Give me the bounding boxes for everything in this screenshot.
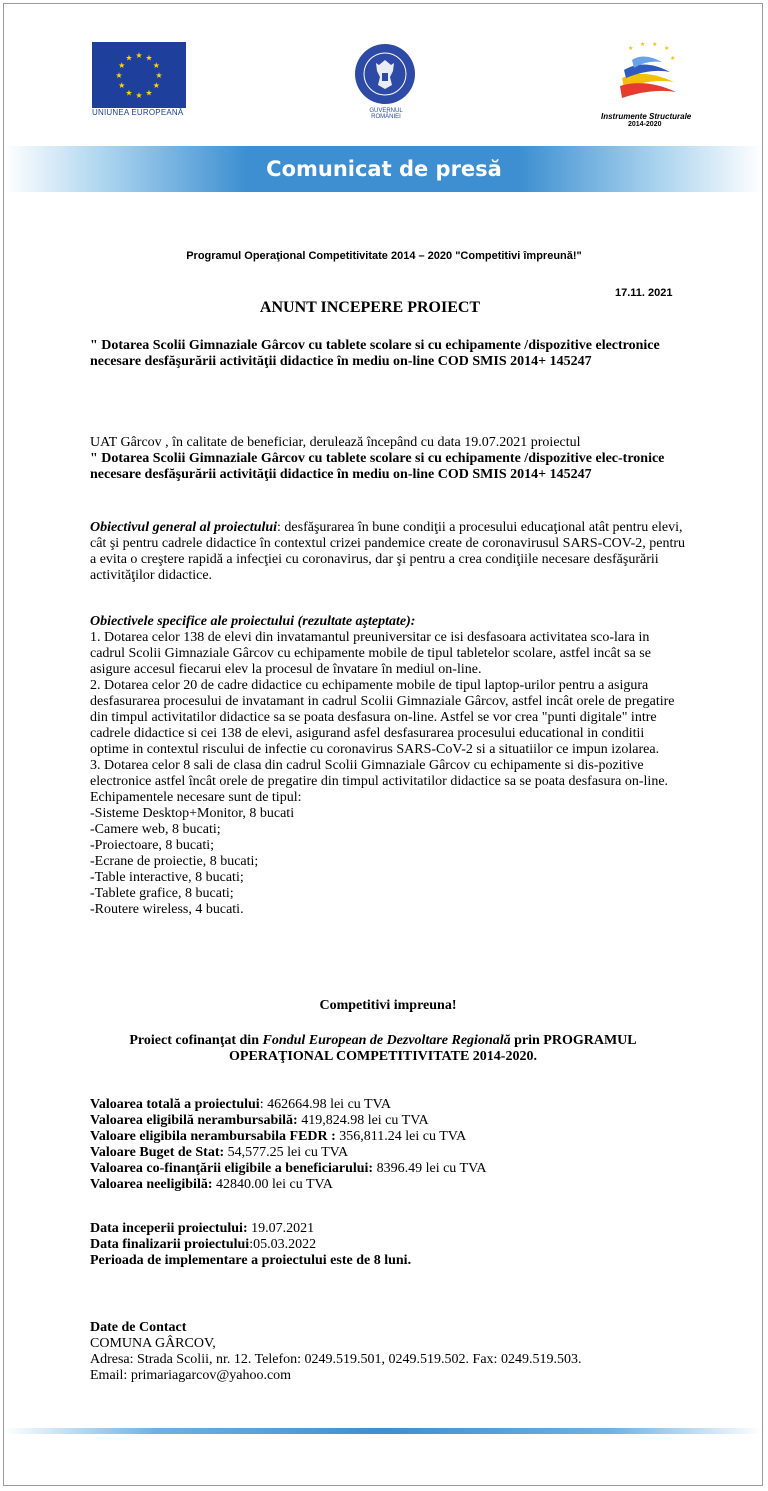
objective-item-2: 2. Dotarea celor 20 de cadre didactice cu echipamente mobile de tipul laptop-urilor pentru a asigura desfasurarea procesului de invatamant in cadrul Scolii Gimnaziale Gârcov, astfel incât orele de pregatire din timpul activitatilor didactice sa se poata desfasura on-line. Astfel se vor crea "punti digitale" intre cadrele didactice si cei 138 de elevi, asigurand asfel desfasurarea procesului educational in conditii optime in contextul riscului de infectie cu coronavirus SARS-CoV-2 si a situatiilor ce impun izolarea. <box>90 678 675 757</box>
value-amount: 54,577.25 lei cu TVA <box>224 1145 349 1160</box>
value-row <box>90 1113 686 1129</box>
program-name: Programul Operaţional Competitivitate 2014 – 2020 "Competitivi împreună!" <box>186 250 582 262</box>
general-objective-label: Obiectivul general al proiectului <box>90 520 278 535</box>
structural-instruments-logo <box>614 38 684 108</box>
general-objective <box>90 520 686 584</box>
eu-logo-label: UNIUNEA EUROPEANĂ <box>92 108 184 117</box>
government-seal-logo <box>354 43 416 105</box>
cofinance-post: prin PROGRAMUL OPERAŢIONAL COMPETITIVITATE 2014-2020. <box>229 1033 637 1064</box>
project-dates <box>90 1221 686 1269</box>
eu-star-icon: ★ <box>125 88 133 98</box>
value-amount: 419,824.98 lei cu TVA <box>297 1113 429 1128</box>
structural-instruments-label: Instrumente Structurale <box>601 112 692 121</box>
eu-star-icon: ★ <box>155 71 163 80</box>
value-row <box>90 1177 686 1193</box>
eu-star-icon: ★ <box>145 53 153 63</box>
eu-star-icon: ★ <box>152 61 160 70</box>
end-date-label: Data finalizarii proiectului <box>90 1237 250 1252</box>
cofinance-statement <box>100 1033 666 1065</box>
eu-star-icon: ★ <box>115 71 123 80</box>
equipment-item: -Sisteme Desktop+Monitor, 8 bucati <box>90 806 295 821</box>
cofinance-pre: Proiect cofinanţat din <box>129 1033 263 1048</box>
value-label: Valoare Buget de Stat: <box>90 1145 225 1160</box>
equipment-item: -Ecrane de proiectie, 8 bucati; <box>90 854 259 869</box>
eu-star-icon: ★ <box>135 91 143 100</box>
eu-star-icon: ★ <box>125 53 133 63</box>
release-date: 17.11. 2021 <box>615 287 673 299</box>
eu-flag-logo <box>92 42 186 108</box>
objective-item-3: 3. Dotarea celor 8 sali de clasa din cadrul Scolii Gimnaziale Gârcov cu echipamente si dis-pozitive electronice astfel încât orele de pregatire din timpul activitatilor didactice sa se poata desfasura on-line. Echipamentele necesare sunt de tipul: <box>90 758 669 805</box>
equipment-item: -Routere wireless, 4 bucati. <box>90 902 244 917</box>
intro-project-title: " Dotarea Scolii Gimnaziale Gârcov cu tablete scolare si cu echipamente /dispozitive elec-tronice necesare desfăşurării activităţii didactice în mediu on-line COD SMIS 2014+ 145247 <box>90 451 665 482</box>
eu-star-icon: ★ <box>145 88 153 98</box>
svg-text:★: ★ <box>640 42 646 48</box>
eu-star-icon: ★ <box>118 61 126 70</box>
svg-text:★: ★ <box>664 46 670 52</box>
value-amount: 356,811.24 lei cu TVA <box>335 1129 467 1144</box>
contact-heading: Date de Contact <box>90 1320 187 1335</box>
value-row <box>90 1145 686 1161</box>
value-label: Valoarea eligibilă nerambursabilă: <box>90 1113 298 1128</box>
value-amount: : 462664.98 lei cu TVA <box>259 1097 391 1112</box>
structural-instruments-years: 2014-2020 <box>628 121 662 128</box>
equipment-item: -Tablete grafice, 8 bucati; <box>90 886 234 901</box>
value-row <box>90 1161 686 1177</box>
project-title: " Dotarea Scolii Gimnaziale Gârcov cu tablete scolare si cu echipamente /dispozitive electronice necesare desfăşurării activităţii didactice în mediu on-line COD SMIS 2014+ 145247 <box>90 338 660 369</box>
intro-paragraph <box>90 435 686 483</box>
end-date-value: :05.03.2022 <box>249 1237 317 1252</box>
value-label: Valoarea neeligibilă: <box>90 1177 213 1192</box>
start-date-label: Data inceperii proiectului: <box>90 1221 248 1236</box>
page-title: ANUNT INCEPERE PROIECT <box>259 299 481 316</box>
svg-text:★: ★ <box>628 46 634 52</box>
implementation-period: Perioada de implementare a proiectului este de 8 luni. <box>90 1253 412 1268</box>
value-label: Valoare eligibila nerambursabila FEDR : <box>90 1129 336 1144</box>
slogan: Competitivi impreuna! <box>319 998 457 1013</box>
svg-text:★: ★ <box>670 56 676 62</box>
equipment-item: -Proiectoare, 8 bucati; <box>90 838 215 853</box>
contact-section <box>90 1320 710 1384</box>
eu-star-icon: ★ <box>135 51 143 60</box>
equipment-item: -Table interactive, 8 bucati; <box>90 870 244 885</box>
value-amount: 8396.49 lei cu TVA <box>373 1161 487 1176</box>
contact-email[interactable]: Email: primariagarcov@yahoo.com <box>90 1368 292 1383</box>
equipment-item: -Camere web, 8 bucati; <box>90 822 221 837</box>
objective-item-1: 1. Dotarea celor 138 de elevi din invatamantul preuniversitar ce isi desfasoara activitatea sco-lara in cadrul Scolii Gimnaziale Gârcov cu echipamente mobile de tipul tabletelor scolare, astfel incât sa se asigure accesul fiecarui elev la procesul de învatare în mediul on-line. <box>90 630 651 677</box>
value-label: Valoarea co-finanţării eligibile a beneficiarului: <box>90 1161 374 1176</box>
value-row <box>90 1129 686 1145</box>
svg-text:★: ★ <box>652 42 658 48</box>
start-date-value: 19.07.2021 <box>247 1221 315 1236</box>
government-seal-text: GUVERNUL ROMÂNIEI <box>369 108 403 120</box>
footer-divider <box>4 1428 762 1434</box>
cofinance-fund: Fondul European de Dezvoltare Regională <box>262 1033 511 1048</box>
contact-name: COMUNA GÂRCOV, <box>90 1336 216 1351</box>
value-amount: 42840.00 lei cu TVA <box>212 1177 333 1192</box>
specific-objectives <box>90 614 686 918</box>
project-values <box>90 1097 686 1193</box>
eu-star-icon: ★ <box>152 81 160 90</box>
value-row <box>90 1097 686 1113</box>
banner-title: Comunicat de presă <box>266 157 502 181</box>
contact-address: Adresa: Strada Scolii, nr. 12. Telefon: 0249.519.501, 0249.519.502. Fax: 0249.519.503. <box>90 1352 582 1367</box>
intro-line: UAT Gârcov , în calitate de beneficiar, derulează începând cu data 19.07.2021 proiectul <box>90 435 581 450</box>
specific-objectives-label: Obiectivele specifice ale proiectului (rezultate aşteptate): <box>90 614 416 629</box>
eu-star-icon: ★ <box>118 81 126 90</box>
value-label: Valoarea totală a proiectului <box>90 1097 260 1112</box>
general-objective-text: : desfăşurarea în bune condiţii a procesului educaţional atât pentru elevi, cât şi pentru cadrele didactice în contextul crizei pandemice create de coronavirusul SARS-COV-2, pentru a evita o creştere rapidă a infecţiei cu coronavirus, dar şi pentru a crea condiţiile necesare desfăşurării activităţilor didactice. <box>90 520 686 583</box>
